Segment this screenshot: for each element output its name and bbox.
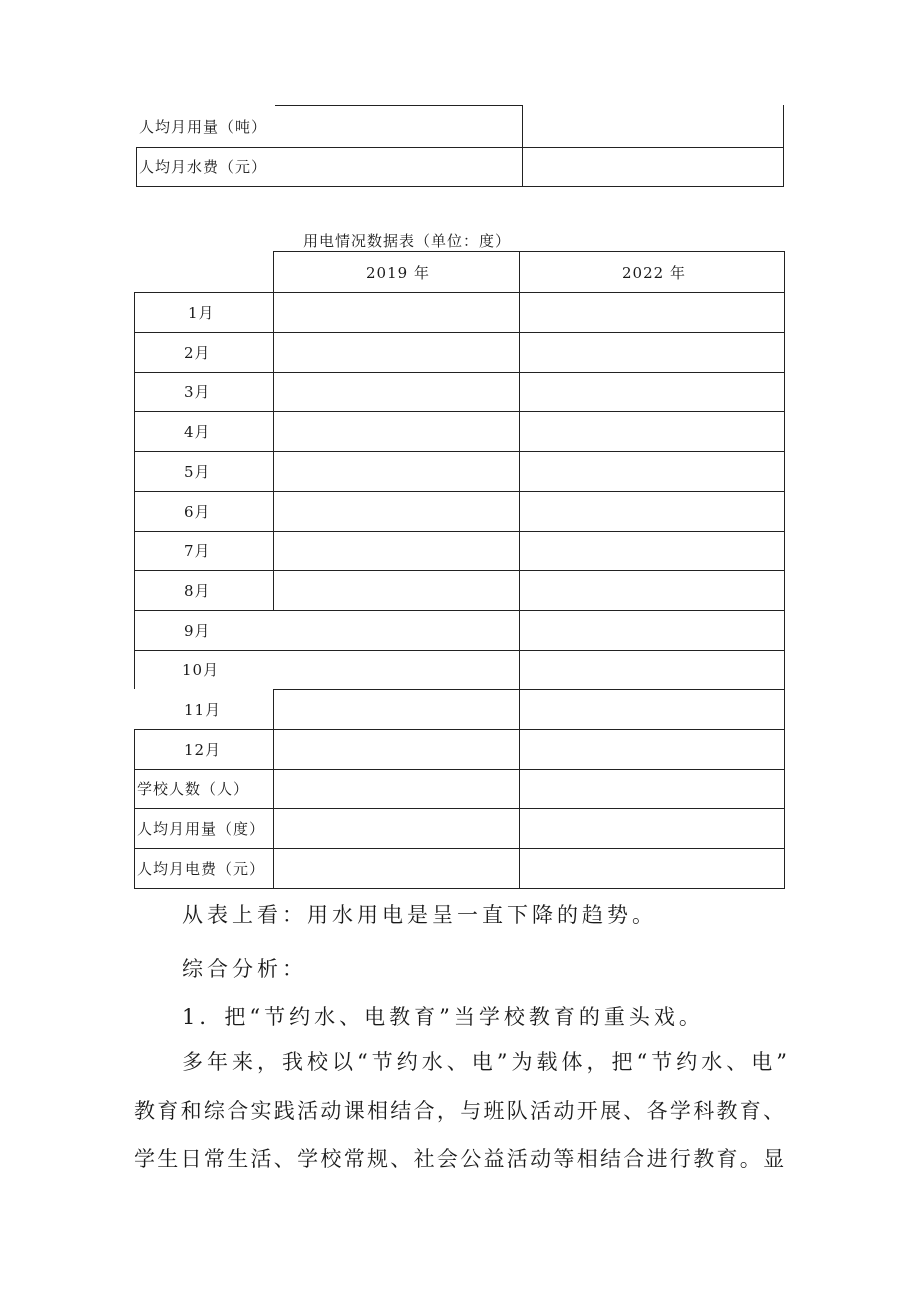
row-label-nov: 11月 <box>184 701 222 719</box>
row-label-jun: 6月 <box>184 503 211 521</box>
row-label-oct: 10月 <box>182 661 220 679</box>
row-label-apr: 4月 <box>184 423 211 441</box>
paragraph-line-3: 学生日常生活、学校常规、社会公益活动等相结合进行教育。显 <box>134 1147 787 1171</box>
conclusion-text: 从表上看：用水用电是呈一直下降的趋势。 <box>182 903 657 927</box>
row-label-sep: 9月 <box>184 622 211 640</box>
row-label-jan: 1月 <box>188 304 215 322</box>
row-label-per-capita-fee: 人均月电费（元） <box>137 860 266 878</box>
row-label-per-capita-usage: 人均月用量（度） <box>137 820 266 838</box>
paragraph-line-1: 多年来，我校以“节约水、电”为载体，把“节约水、电” <box>182 1050 791 1074</box>
row-label-feb: 2月 <box>184 344 211 362</box>
paragraph-line-2: 教育和综合实践活动课相结合，与班队活动开展、各学科教育、 <box>134 1099 787 1123</box>
row-label-aug: 8月 <box>184 582 211 600</box>
col-header-2022: 2022 年 <box>622 264 686 282</box>
row-label-jul: 7月 <box>184 542 211 560</box>
water-per-capita-fee-label: 人均月水费（元） <box>139 158 268 176</box>
row-label-dec: 12月 <box>184 741 222 759</box>
point-1-heading: 1．把“节约水、电教育”当学校教育的重头戏。 <box>182 1005 704 1029</box>
water-per-capita-usage-label: 人均月用量（吨） <box>139 118 268 136</box>
col-header-2019: 2019 年 <box>366 264 430 282</box>
row-label-may: 5月 <box>184 463 211 481</box>
row-label-mar: 3月 <box>184 383 211 401</box>
analysis-title: 综合分析： <box>182 957 307 981</box>
row-label-school-population: 学校人数（人） <box>137 780 250 798</box>
electric-table-caption: 用电情况数据表（单位：度） <box>303 232 512 250</box>
